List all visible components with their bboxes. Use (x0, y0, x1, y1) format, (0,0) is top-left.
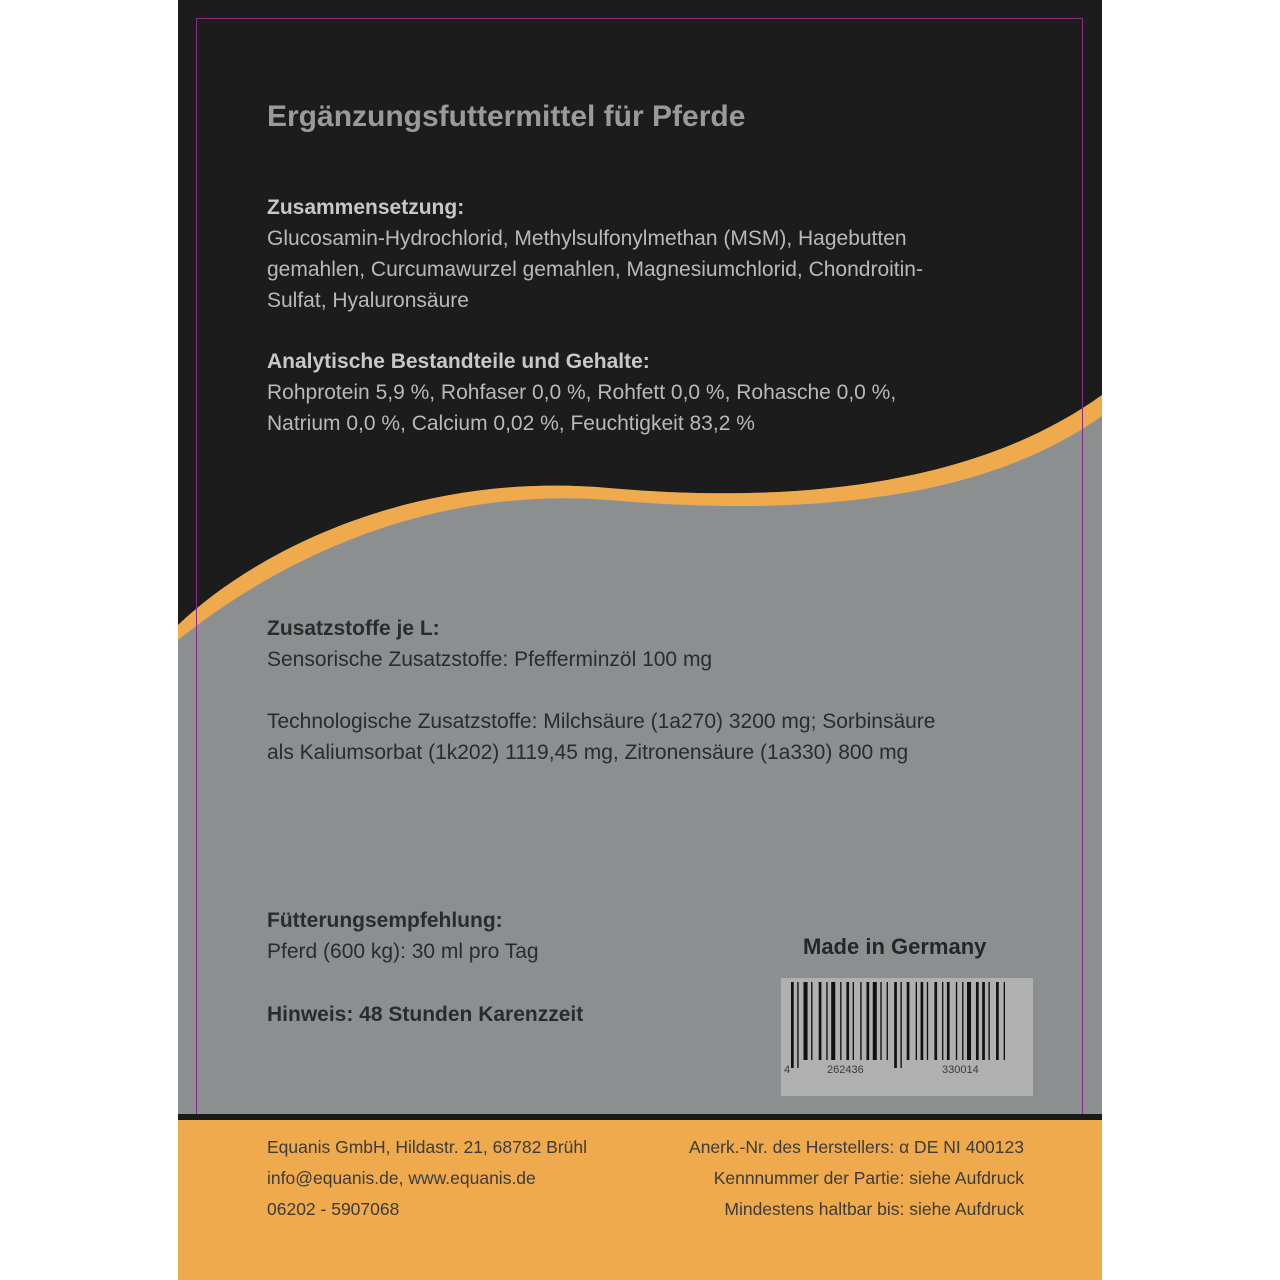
barcode-bar (982, 982, 985, 1060)
barcode (781, 978, 1033, 1096)
barcode-bar (791, 982, 794, 1068)
barcode-bar (853, 982, 854, 1060)
barcode-bar (962, 982, 963, 1060)
barcode-bar (826, 982, 827, 1060)
company-phone: 06202 - 5907068 (267, 1199, 400, 1219)
footer (178, 1114, 1102, 1280)
composition-line: Glucosamin-Hydrochlorid, Methylsulfonylmethan (MSM), Hagebutten (267, 227, 907, 250)
analytical-section (267, 346, 896, 439)
barcode-bar (894, 982, 897, 1068)
barcode-bar (927, 982, 928, 1060)
composition-heading: Zusammensetzung: (267, 196, 465, 219)
product-label (178, 0, 1102, 1280)
barcode-bar (907, 982, 910, 1060)
composition-section (267, 192, 923, 316)
barcode-bar (846, 982, 849, 1060)
analytical-line: Rohprotein 5,9 %, Rohfaser 0,0 %, Rohfett 0,0 %, Rohasche 0,0 %, (267, 381, 897, 404)
technological-line: als Kaliumsorbat (1k202) 1119,45 mg, Zitronensäure (1a330) 800 mg (267, 741, 909, 764)
barcode-bar (880, 982, 881, 1060)
company-address: Equanis GmbH, Hildastr. 21, 68782 Brühl (267, 1137, 588, 1157)
barcode-bar (887, 982, 888, 1060)
batch-number: Kennnummer der Partie: siehe Aufdruck (713, 1168, 1024, 1188)
made-in-label: Made in Germany (803, 934, 987, 959)
barcode-bar (942, 982, 943, 1060)
barcode-bars (781, 978, 1033, 1096)
barcode-bar (867, 982, 870, 1060)
best-before: Mindestens haltbar bis: siehe Aufdruck (724, 1199, 1024, 1219)
barcode-bar (916, 982, 917, 1060)
approval-number: Anerk.-Nr. des Herstellers: α DE NI 400123 (689, 1137, 1024, 1157)
feeding-section (267, 905, 539, 967)
barcode-bar (934, 982, 937, 1060)
composition-line: gemahlen, Curcumawurzel gemahlen, Magnesiumchlorid, Chondroitin- (267, 258, 923, 281)
technological-line: Technologische Zusatzstoffe: Milchsäure (1a270) 3200 mg; Sorbinsäure (267, 710, 936, 733)
barcode-bar (873, 982, 877, 1060)
page-title: Ergänzungsfuttermittel für Pferde (267, 100, 746, 133)
barcode-bar (976, 982, 979, 1060)
company-contact: info@equanis.de, www.equanis.de (267, 1168, 536, 1188)
barcode-bar (900, 982, 901, 1068)
barcode-bar (804, 982, 808, 1060)
sensory-additives: Sensorische Zusatzstoffe: Pfefferminzöl 100 mg (267, 648, 713, 671)
barcode-bar (831, 982, 835, 1060)
barcode-digits-left: 262436 (827, 1064, 864, 1076)
barcode-bar (988, 982, 989, 1060)
barcode-bar (1004, 982, 1005, 1060)
barcode-bar (956, 982, 957, 1060)
barcode-digit-first: 4 (784, 1064, 791, 1076)
barcode-bar (797, 982, 798, 1068)
notice-text: Hinweis: 48 Stunden Karenzzeit (267, 1003, 584, 1026)
barcode-bar (921, 982, 924, 1060)
analytical-line: Natrium 0,0 %, Calcium 0,02 %, Feuchtigkeit 83,2 % (267, 412, 755, 435)
composition-line: Sulfat, Hyaluronsäure (267, 289, 469, 312)
technological-additives (267, 706, 935, 768)
analytical-heading: Analytische Bestandteile und Gehalte: (267, 350, 650, 373)
barcode-bar (811, 982, 812, 1060)
barcode-digits-right: 330014 (942, 1064, 979, 1076)
barcode-bar (840, 982, 841, 1060)
notice (267, 999, 583, 1030)
barcode-bar (996, 982, 999, 1060)
barcode-bar (947, 982, 950, 1060)
additives-heading: Zusatzstoffe je L: (267, 617, 440, 640)
additives-section (267, 613, 712, 675)
barcode-bar (819, 982, 822, 1060)
barcode-bar (860, 982, 861, 1060)
feeding-text: Pferd (600 kg): 30 ml pro Tag (267, 940, 539, 963)
barcode-bar (967, 982, 971, 1060)
feeding-heading: Fütterungsempfehlung: (267, 909, 503, 932)
